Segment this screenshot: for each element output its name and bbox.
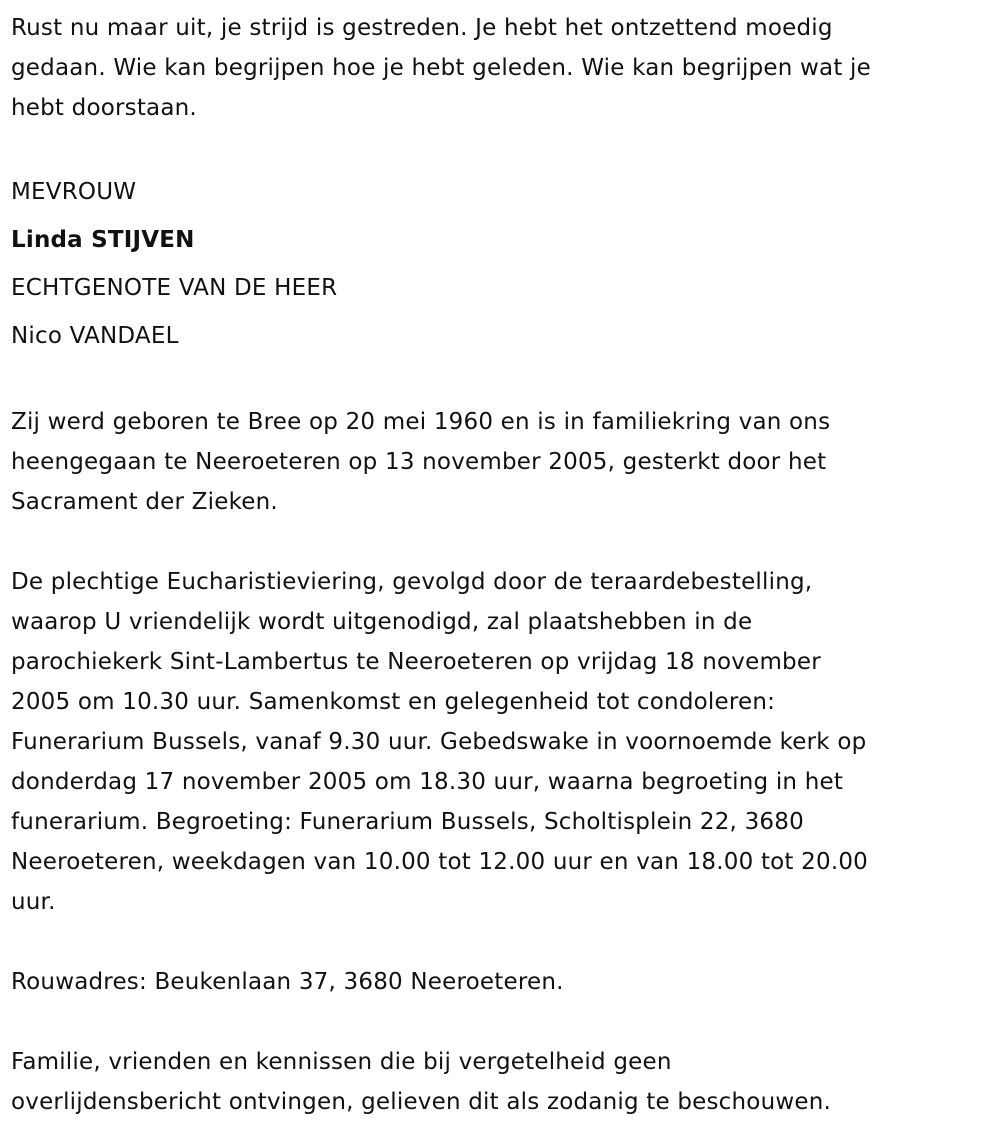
ceremony-line: donderdag 17 november 2005 om 18.30 uur, waarna begroeting in het [11, 769, 844, 795]
deceased-header [11, 168, 995, 360]
spacer [11, 128, 995, 168]
ceremony-line: funerarium. Begroeting: Funerarium Bussels, Scholtisplein 22, 3680 [11, 809, 804, 835]
intro-line: hebt doorstaan. [11, 95, 197, 121]
birth-death-line: heengegaan te Neeroeteren op 13 november 2005, gesterkt door het [11, 449, 827, 475]
spacer [11, 522, 995, 562]
mourning-address: Rouwadres: Beukenlaan 37, 3680 Neeroeteren. [11, 969, 564, 995]
birth-death-line: Sacrament der Zieken. [11, 489, 278, 515]
birth-death-line: Zij werd geboren te Bree op 20 mei 1960 en is in familiekring van ons [11, 409, 831, 435]
ceremony-line: De plechtige Eucharistieviering, gevolgd door de teraardebestelling, [11, 569, 813, 595]
deceased-name: Linda STIJVEN [11, 227, 195, 253]
notice-line: overlijdensbericht ontvingen, gelieven dit als zodanig te beschouwen. [11, 1089, 831, 1115]
intro-line: gedaan. Wie kan begrijpen hoe je hebt geleden. Wie kan begrijpen wat je [11, 55, 871, 81]
notice-paragraph [11, 1042, 995, 1122]
intro-paragraph [11, 8, 995, 128]
address-paragraph [11, 962, 995, 1002]
ceremony-line: uur. [11, 889, 56, 915]
spacer [11, 922, 995, 962]
relation-title: ECHTGENOTE VAN DE HEER [11, 275, 338, 301]
ceremony-line: Funerarium Bussels, vanaf 9.30 uur. Gebedswake in voornoemde kerk op [11, 729, 867, 755]
notice-line: Familie, vrienden en kennissen die bij vergetelheid geen [11, 1049, 672, 1075]
ceremony-line: 2005 om 10.30 uur. Samenkomst en gelegenheid tot condoleren: [11, 689, 776, 715]
ceremony-paragraph [11, 562, 995, 922]
ceremony-line: Neeroeteren, weekdagen van 10.00 tot 12.00 uur en van 18.00 tot 20.00 [11, 849, 869, 875]
spacer [11, 360, 995, 402]
ceremony-line: parochiekerk Sint-Lambertus te Neeroeteren op vrijdag 18 november [11, 649, 821, 675]
spacer [11, 1002, 995, 1042]
obituary-document [11, 8, 995, 1122]
birth-death-paragraph [11, 402, 995, 522]
intro-line: Rust nu maar uit, je strijd is gestreden. Je hebt het ontzettend moedig [11, 15, 833, 41]
spouse-name: Nico VANDAEL [11, 323, 179, 349]
ceremony-line: waarop U vriendelijk wordt uitgenodigd, zal plaatshebben in de [11, 609, 753, 635]
salutation: MEVROUW [11, 179, 137, 205]
